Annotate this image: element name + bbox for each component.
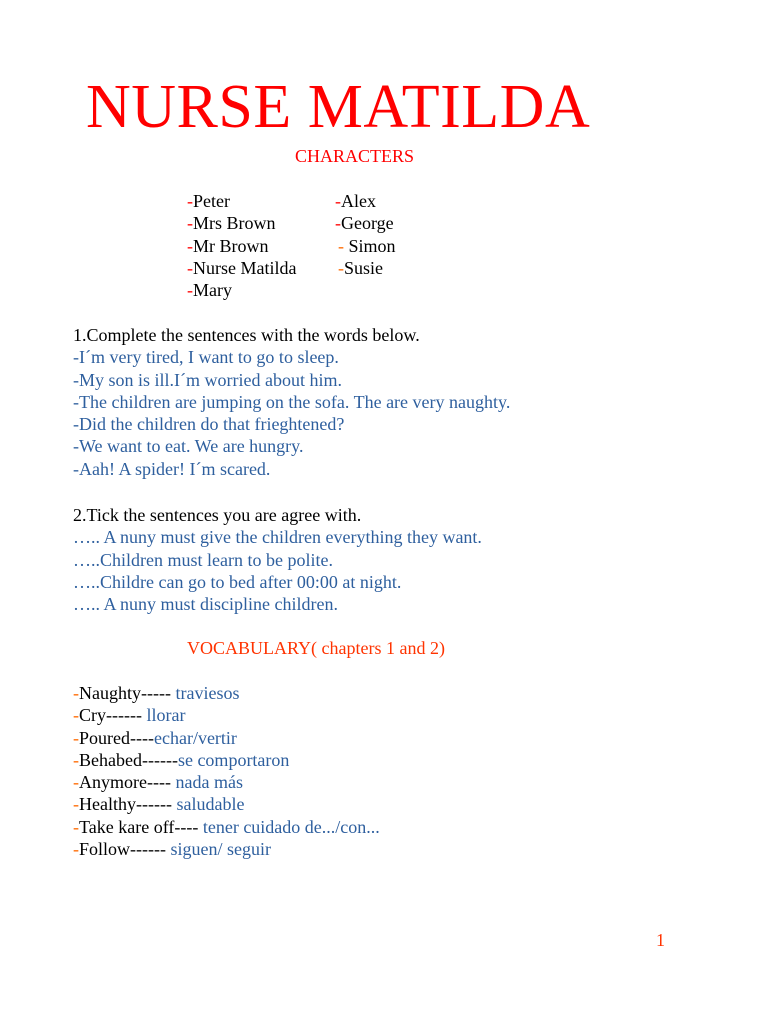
characters-heading: CHARACTERS [295,146,415,166]
vocabulary-item: -Cry------ llorar [73,705,186,726]
exercise-1-item: -Aah! A spider! I´m scared. [73,458,271,479]
character-item: -Alex [335,191,376,211]
page-title: NURSE MATILDA [86,73,591,141]
character-item: -Susie [338,257,384,278]
vocabulary-item: -Poured----echar/vertir [73,727,237,748]
character-item: - Simon [338,235,396,256]
characters-left-column [187,190,296,301]
character-item: -Nurse Matilda [187,257,297,278]
exercise-1-item: -Did the children do that frieghtened? [73,414,345,435]
character-item: -Mary [187,280,232,301]
exercise-2-item: ….. A nuny must discipline children. [73,594,338,615]
character-item: -George [335,213,394,234]
vocabulary-item: -Healthy------ saludable [73,794,245,815]
character-item: -Peter [187,191,230,211]
exercise-2 [73,504,482,615]
exercise-2-heading: 2.Tick the sentences you are agree with. [73,505,362,525]
exercise-1-item: -My son is ill.I´m worried about him. [73,369,342,390]
exercise-1-item: -I´m very tired, I want to go to sleep. [73,347,339,368]
character-item: -Mr Brown [187,235,269,256]
exercise-1-heading: 1.Complete the sentences with the words below. [73,325,420,345]
vocabulary-item: -Anymore---- nada más [73,772,243,793]
vocabulary-item: -Behabed------se comportaron [73,749,290,770]
page-number: 1 [656,930,665,950]
exercise-1 [73,324,510,480]
vocabulary-heading: VOCABULARY( chapters 1 and 2) [187,638,445,658]
vocabulary-item: -Follow------ siguen/ seguir [73,839,271,860]
vocabulary-list [73,682,380,860]
character-item: -Mrs Brown [187,213,276,234]
vocabulary-item: -Naughty----- traviesos [73,683,240,703]
vocabulary-item: -Take kare off---- tener cuidado de.../con... [73,816,380,837]
characters-right-column [335,190,396,279]
exercise-2-item: …..Children must learn to be polite. [73,549,333,570]
exercise-2-item: …..Childre can go to bed after 00:00 at night. [73,571,402,592]
exercise-2-item: ….. A nuny must give the children everything they want. [73,527,482,548]
exercise-1-item: -The children are jumping on the sofa. The are very naughty. [73,391,511,412]
exercise-1-item: -We want to eat. We are hungry. [73,436,304,457]
